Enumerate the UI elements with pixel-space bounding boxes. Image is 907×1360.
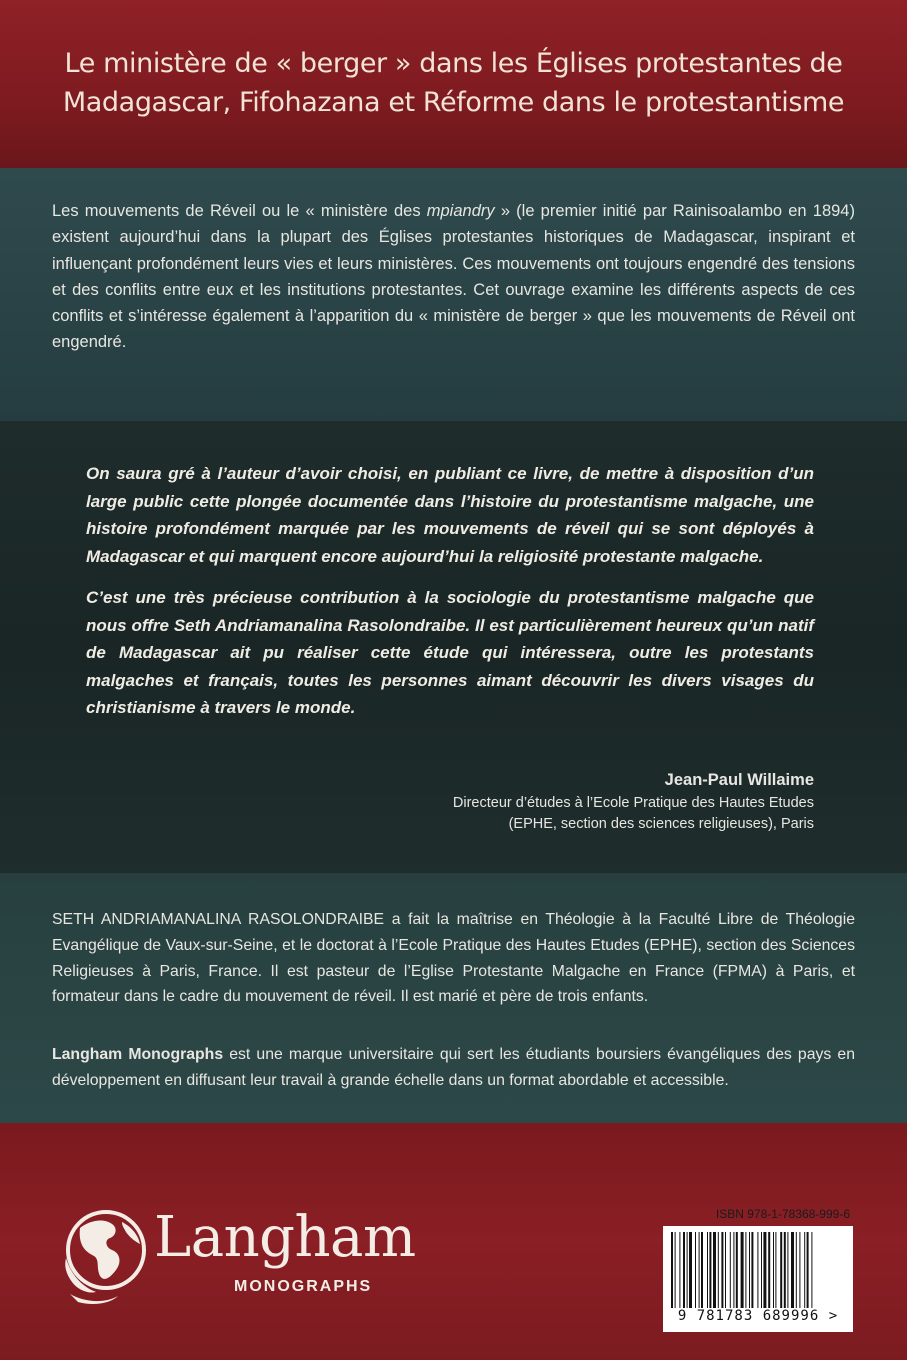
- quote-paragraph-1: On saura gré à l’auteur d’avoir choisi, en publiant ce livre, de mettre à disposition d’un large public cette plongée documentée dans l’histoire du protestantisme malgache, une histoire profondément marquée par les mouvements de réveil qui se sont déployés à Madagascar et qui marquent encore aujourd’hui la religiosité protestante malgache.: [86, 464, 814, 566]
- author-bio: SETH ANDRIAMANALINA RASOLONDRAIBE a fait la maîtrise en Théologie à la Faculté Libre de Théologie Evangélique de Vaux-sur-Seine, et le doctorat à l’Ecole Pratique des Hautes Etudes (EPHE), section des Sciences Religieuses à Paris, France. Il est pasteur de l’Eglise Protestante Malgache en France (FPMA) à Paris, et formateur dans le cadre du mouvement de réveil. Il est marié et père de trois enfants.: [52, 911, 855, 1006]
- quote-author-role-2: (EPHE, section des sciences religieuses), Paris: [508, 816, 814, 832]
- barcode: [663, 1226, 853, 1332]
- quote-author: Jean-Paul Willaime: [664, 771, 814, 789]
- barcode-bar: [763, 1232, 766, 1308]
- barcode-bar: [730, 1232, 731, 1308]
- barcode-bar: [687, 1232, 688, 1308]
- barcode-bar: [745, 1232, 746, 1308]
- summary-italic-term: mpiandry: [426, 202, 495, 220]
- cover-title: Le ministère de « berger » dans les Églises protestantes de Madagascar, Fifohazana et Réforme dans le protestantisme: [62, 48, 845, 118]
- barcode-bar: [695, 1232, 696, 1308]
- barcode-bars: [671, 1232, 845, 1308]
- barcode-bar: [675, 1232, 676, 1308]
- quote-paragraph-2: C’est une très précieuse contribution à la sociologie du protestantisme malgache que nous offre Seth Andriamanalina Rasolondraibe. Il est particulièrement heureux qu’un natif de Madagascar ait pu réaliser cette étude qui intéressera, outre les protestants malgaches et français, toutes les personnes aimant découvrir les divers visages du christianisme à travers le monde.: [86, 588, 814, 717]
- publisher-note: [52, 1042, 855, 1094]
- barcode-bar: [768, 1232, 770, 1308]
- barcode-bar: [689, 1232, 692, 1308]
- isbn-label: ISBN 978-1-78368-999-6: [715, 1207, 850, 1221]
- barcode-digits: 9 781783 689996 >: [677, 1308, 839, 1324]
- barcode-bar: [721, 1232, 723, 1308]
- barcode-bar: [784, 1232, 786, 1308]
- barcode-bar: [757, 1232, 758, 1308]
- barcode-bar: [701, 1232, 703, 1308]
- quote-attribution: [420, 768, 814, 835]
- barcode-bar: [807, 1232, 809, 1308]
- book-summary: [52, 198, 855, 356]
- barcode-bar: [709, 1232, 711, 1308]
- quote-author-role-1: Directeur d’études à l’Ecole Pratique des Hautes Etudes: [452, 795, 814, 811]
- barcode-bar: [773, 1232, 774, 1308]
- barcode-bar: [718, 1232, 719, 1308]
- summary-text-start: Les mouvements de Réveil ou le « ministère des: [52, 202, 427, 220]
- barcode-bar: [791, 1232, 794, 1308]
- barcode-bar: [736, 1232, 738, 1308]
- barcode-bar: [761, 1232, 762, 1308]
- barcode-bar: [671, 1232, 673, 1308]
- barcode-bar: [811, 1232, 812, 1308]
- logo-subtitle: MONOGRAPHS: [234, 1278, 373, 1295]
- barcode-bar: [804, 1232, 805, 1308]
- langham-logo: [60, 1198, 430, 1308]
- barcode-bar: [751, 1232, 753, 1308]
- barcode-bar: [733, 1232, 734, 1308]
- barcode-bar: [796, 1232, 797, 1308]
- barcode-bar: [683, 1232, 685, 1308]
- barcode-bar: [725, 1232, 726, 1308]
- barcode-bar: [741, 1232, 744, 1308]
- barcode-bar: [780, 1232, 782, 1308]
- barcode-bar: [679, 1232, 680, 1308]
- globe-hand-icon: [60, 1198, 156, 1308]
- barcode-bar: [713, 1232, 716, 1308]
- barcode-bar: [699, 1232, 700, 1308]
- publisher-description: est une marque universitaire qui sert les étudiants boursiers évangéliques des pays en développement en diffusant leur travail à grande échelle dans un format abordable et accessible.: [52, 1046, 855, 1089]
- publisher-name: Langham Monographs: [52, 1046, 224, 1063]
- endorsement-quote: [86, 460, 814, 736]
- logo-wordmark: Langham: [154, 1205, 416, 1270]
- barcode-bar: [787, 1232, 788, 1308]
- barcode-bar: [799, 1232, 800, 1308]
- barcode-bar: [749, 1232, 750, 1308]
- barcode-bar: [775, 1232, 776, 1308]
- summary-text-end: » (le premier initié par Rainisoalambo en 1894) existent aujourd’hui dans la plupart des Églises protestantes historiques de Madagascar, inspirant et influençant profondément leurs vies et leurs ministères. Ces mouvements ont toujours engendré des tensions et des conflits entre eux et les institutions protestantes. Cet ouvrage examine les différents aspects de ces conflits et s’intéresse également à l’apparition du « ministère de berger » que les mouvements de Réveil ont engendré.: [52, 202, 855, 352]
- barcode-bar: [707, 1232, 708, 1308]
